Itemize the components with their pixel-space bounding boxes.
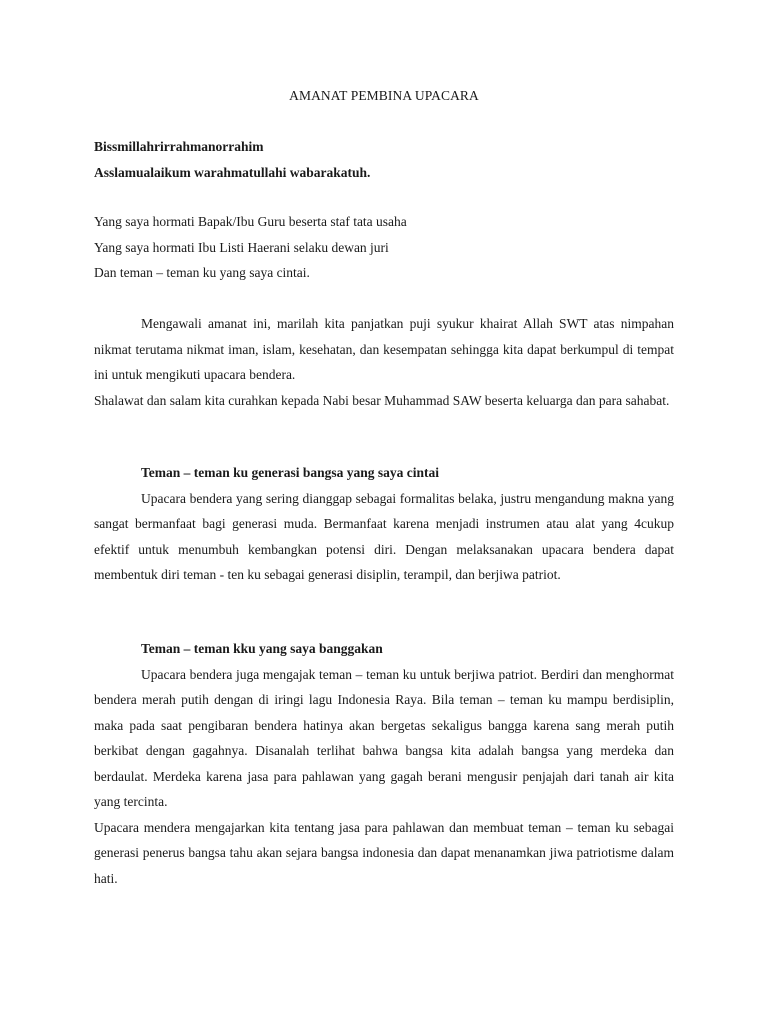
section-generasi (94, 460, 674, 588)
greeting-line: Yang saya hormati Ibu Listi Haerani selaku dewan juri (94, 239, 389, 255)
section-banggakan (94, 636, 674, 891)
opening-line-salam: Asslamualaikum warahmatullahi wabarakatuh. (94, 164, 371, 180)
greetings-list (94, 209, 674, 286)
intro-section (94, 311, 674, 413)
greeting-line: Yang saya hormati Bapak/Ibu Guru beserta staf tata usaha (94, 214, 407, 229)
opening-salutation (94, 134, 674, 185)
section-heading: Teman – teman ku generasi bangsa yang saya cintai (141, 465, 440, 480)
section-heading: Teman – teman kku yang saya banggakan (141, 641, 383, 656)
section-paragraph: Upacara bendera yang sering dianggap sebagai formalitas belaka, justru mengandung makna yang sangat bermanfaat bagi generasi muda. Bermanfaat karena menjadi instrumen atau alat yang 4cukup efektif untuk menumbuh kembangkan potensi diri. Dengan melaksanakan upacara bendera dapat membentuk diri teman - ten ku sebagai generasi disiplin, terampil, dan berjiwa patriot. (94, 490, 674, 582)
document-title: AMANAT PEMBINA UPACARA (289, 88, 479, 103)
section-paragraph: Upacara mendera mengajarkan kita tentang jasa para pahlawan dan membuat teman – teman ku sebagai generasi penerus bangsa tahu akan sejara bangsa indonesia dan dapat menanamkan jiwa patriotisme dalam hati. (94, 819, 674, 886)
opening-line-basmalah: Bissmillahrirrahmanorrahim (94, 139, 264, 154)
shalawat-paragraph: Shalawat dan salam kita curahkan kepada Nabi besar Muhammad SAW beserta keluarga dan para sahabat. (94, 392, 670, 408)
greeting-line: Dan teman – teman ku yang saya cintai. (94, 265, 310, 280)
section-paragraph: Upacara bendera juga mengajak teman – teman ku untuk berjiwa patriot. Berdiri dan menghormat bendera merah putih dengan di iringi lagu Indonesia Raya. Bila teman – teman ku mampu berdisiplin, maka pada saat pengibaran bendera hatinya akan bergetas sekaligus bangga karena sang merah putih berkibat dengan gagahnya. Disanalah terlihat bahwa bangsa kita adalah bangsa yang merdeka dan berdaulat. Merdeka karena jasa para pahlawan yang gagah berani mengusir penjajah dari tanah air kita yang tercinta. (94, 666, 674, 809)
intro-paragraph: Mengawali amanat ini, marilah kita panjatkan puji syukur khairat Allah SWT atas nimpahan nikmat terutama nikmat iman, islam, kesehatan, dan kesempatan sehingga kita dapat berkumpul di tempat ini untuk mengikuti upacara bendera. (94, 316, 674, 382)
